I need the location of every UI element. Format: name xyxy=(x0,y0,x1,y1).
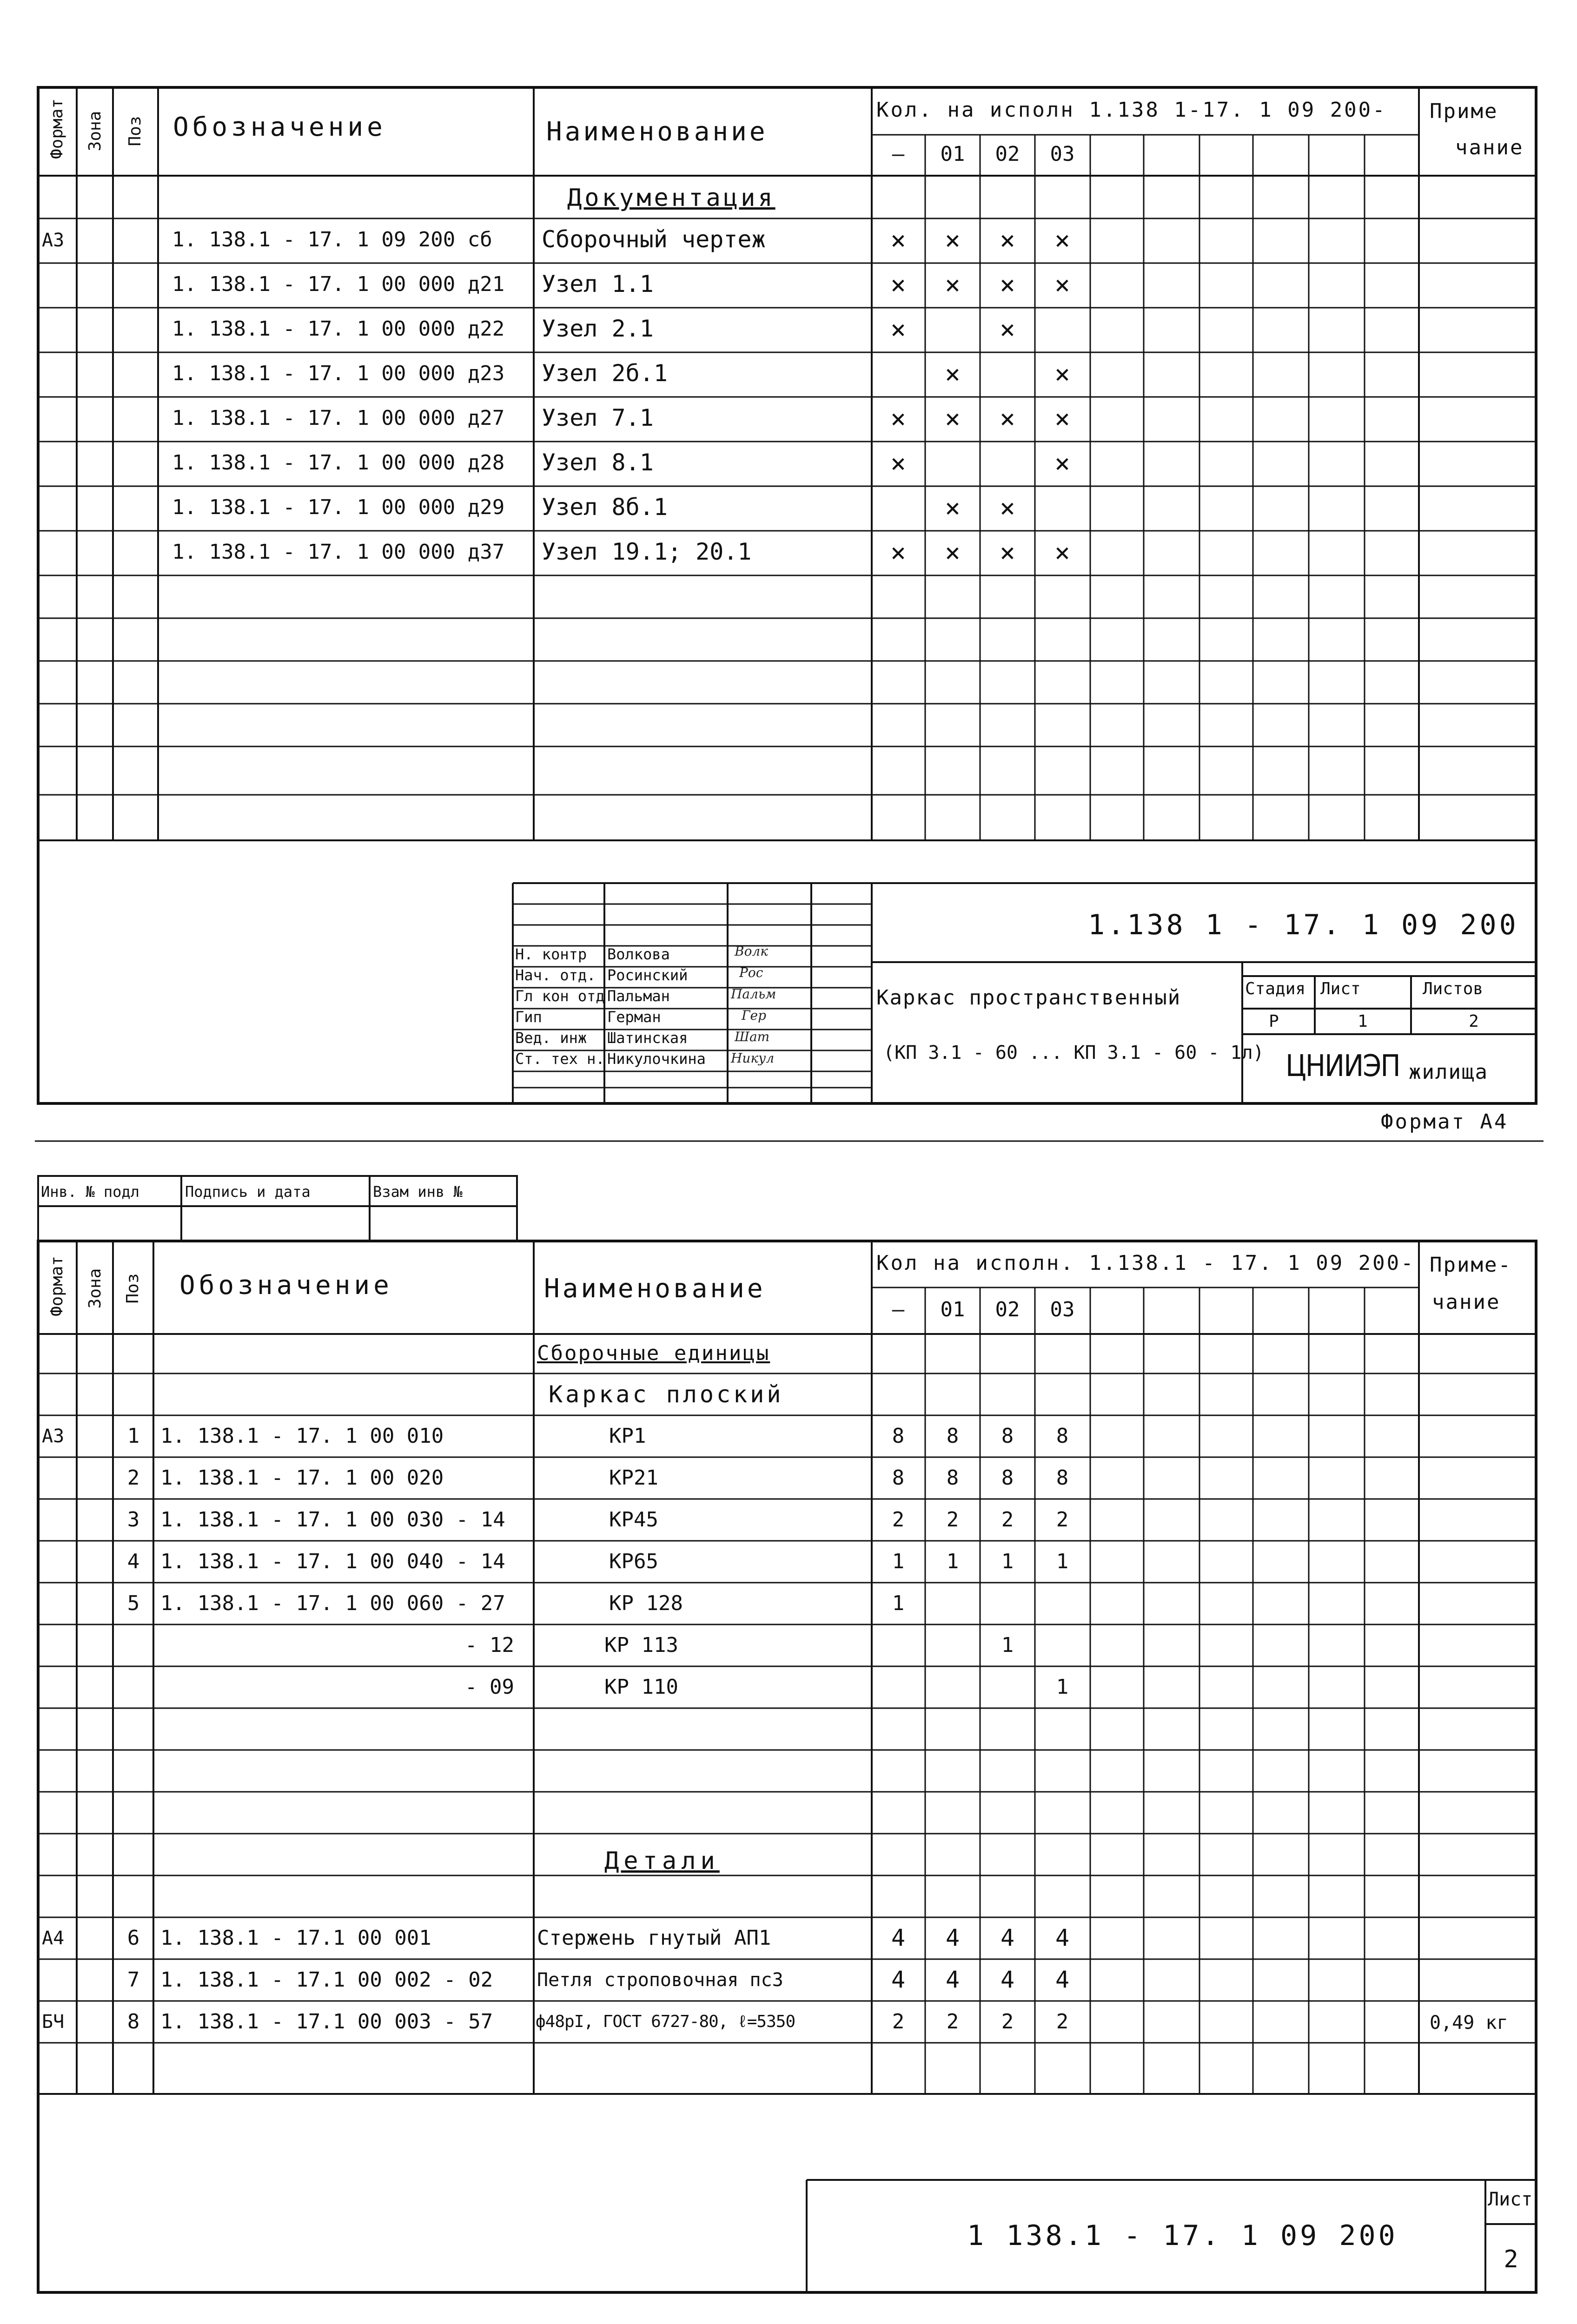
qty: 1 xyxy=(892,1550,905,1573)
row-name: Сборочный чертеж xyxy=(542,226,766,253)
mark: × xyxy=(1000,270,1015,300)
row-designation: 1. 138.1 - 17. 1 00 000 д23 xyxy=(172,362,505,385)
qty: 2 xyxy=(892,2010,905,2034)
mark: × xyxy=(890,270,906,300)
org-logo: ЦНИИЭП xyxy=(1285,1049,1400,1083)
qty: 2 xyxy=(1001,2010,1014,2034)
row-designation: 1. 138.1 - 17.1 00 001 xyxy=(160,1926,431,1950)
qty: 2 xyxy=(946,2010,959,2034)
row-name: КР 113 xyxy=(604,1633,678,1657)
qty: 2 xyxy=(1001,1508,1014,1532)
header-variant-02: 02 xyxy=(995,1298,1020,1321)
mark: × xyxy=(945,493,961,523)
qty: 2 xyxy=(1056,1508,1069,1532)
qty: 8 xyxy=(1056,1466,1069,1490)
mark: × xyxy=(1054,404,1070,434)
role: Н. контр xyxy=(515,945,587,963)
row-name: КР65 xyxy=(609,1550,658,1573)
header-zone: Зона xyxy=(86,111,105,152)
sheet-value: 2 xyxy=(1504,2245,1518,2273)
qty: 8 xyxy=(1001,1466,1014,1490)
header-note-1: Приме- xyxy=(1430,1253,1512,1277)
qty: 4 xyxy=(1055,1966,1070,1993)
mark: × xyxy=(945,225,961,256)
row-pos: 1 xyxy=(127,1424,140,1448)
person: Волкова xyxy=(607,945,670,963)
qty: 4 xyxy=(891,1966,906,1993)
row-name: Узел 2.1 xyxy=(542,315,654,342)
mark: × xyxy=(890,225,906,256)
row-name: Стержень гнутый АП1 xyxy=(537,1926,771,1950)
qty: 8 xyxy=(892,1424,905,1448)
stage-label: Стадия xyxy=(1245,979,1306,998)
row-name: Узел 19.1; 20.1 xyxy=(542,538,752,565)
mark: × xyxy=(945,359,961,390)
qty: 4 xyxy=(1055,1924,1070,1951)
mark: × xyxy=(1054,449,1070,479)
row-pos: 6 xyxy=(127,1926,140,1950)
row-pos: 2 xyxy=(127,1466,140,1490)
row-format: А4 xyxy=(42,1928,65,1949)
qty: 8 xyxy=(1001,1424,1014,1448)
header-variant-base: — xyxy=(892,1298,905,1321)
signature: Гер xyxy=(742,1008,767,1023)
row-designation: 1. 138.1 - 17. 1 00 000 д22 xyxy=(172,317,505,341)
mark: × xyxy=(1054,270,1070,300)
stage-value: Р xyxy=(1269,1012,1279,1031)
row-name: Петля строповочная пс3 xyxy=(537,1969,783,1991)
row-name: Узел 7.1 xyxy=(542,404,654,431)
row-pos: 4 xyxy=(127,1550,140,1573)
row-name: КР 110 xyxy=(604,1675,678,1699)
row-pos: 7 xyxy=(127,1968,140,1992)
header-name: Наименование xyxy=(544,1274,766,1304)
mark: × xyxy=(945,270,961,300)
row-format: БЧ xyxy=(42,2011,65,2033)
mark: × xyxy=(1054,359,1070,390)
header-designation: Обозначение xyxy=(179,1270,393,1301)
signature: Волк xyxy=(735,944,768,959)
row-name: Узел 2б.1 xyxy=(542,360,668,387)
mark: × xyxy=(945,538,961,568)
replace-inv-label: Взам инв № xyxy=(373,1183,463,1201)
header-note-2: чание xyxy=(1432,1290,1501,1314)
row-designation: 1. 138.1 - 17.1 00 003 - 57 xyxy=(160,2010,493,2034)
section-assemblies: Сборочные единицы xyxy=(537,1341,770,1365)
header-variant-03: 03 xyxy=(1050,142,1075,166)
mark: × xyxy=(890,449,906,479)
row-name: Узел 8.1 xyxy=(542,449,654,476)
header-designation: Обозначение xyxy=(173,112,386,142)
row-designation: 1. 138.1 - 17. 1 00 060 - 27 xyxy=(160,1591,505,1615)
role: Вед. инж xyxy=(515,1029,587,1047)
sheet-label: Лист xyxy=(1320,979,1361,998)
header-format: Формат xyxy=(47,98,66,159)
row-designation: 1. 138.1 - 17.1 00 002 - 02 xyxy=(160,1968,493,1992)
row-designation: 1. 138.1 - 17. 1 00 020 xyxy=(160,1466,444,1490)
header-pos: Поз xyxy=(123,1273,142,1304)
subsection-frame: Каркас плоский xyxy=(549,1381,784,1408)
role: Гип xyxy=(515,1008,542,1026)
org-suffix: жилища xyxy=(1409,1060,1488,1084)
role: Нач. отд. xyxy=(515,966,596,984)
sheet-value: 1 xyxy=(1358,1012,1368,1031)
row-pos: 3 xyxy=(127,1508,140,1532)
qty: 2 xyxy=(1056,2010,1069,2034)
row-designation: 1. 138.1 - 17. 1 00 000 д29 xyxy=(172,495,505,519)
header-variant-03: 03 xyxy=(1050,1298,1075,1321)
role: Ст. тех н. xyxy=(515,1050,605,1068)
format-label: Формат А4 xyxy=(1381,1110,1509,1134)
row-name: КР21 xyxy=(609,1466,658,1490)
qty: 8 xyxy=(946,1466,959,1490)
doc-code: 1.138 1 - 17. 1 09 200 xyxy=(1088,909,1519,941)
row-designation: 1. 138.1 - 17. 1 00 000 д27 xyxy=(172,406,505,430)
qty: 1 xyxy=(1056,1675,1069,1699)
row-name: Узел 8б.1 xyxy=(542,494,668,521)
title-text: Каркас пространственный xyxy=(876,986,1181,1010)
mark: × xyxy=(1000,538,1015,568)
row-name: КР 128 xyxy=(609,1591,683,1615)
signature: Пальм xyxy=(731,986,776,1002)
qty: 4 xyxy=(945,1966,960,1993)
qty: 4 xyxy=(1000,1966,1015,1993)
header-qty-title: Кол. на исполн 1.138 1-17. 1 09 200- xyxy=(876,98,1387,122)
header-pos: Поз xyxy=(126,116,145,146)
subtitle-text: (КП 3.1 - 60 ... КП 3.1 - 60 - 1л) xyxy=(883,1042,1264,1063)
row-format: А3 xyxy=(42,230,65,251)
mark: × xyxy=(1000,493,1015,523)
row-note: 0,49 кг xyxy=(1430,2012,1508,2034)
qty: 1 xyxy=(1001,1550,1014,1573)
row-name: ф48рI, ГОСТ 6727-80, ℓ=5350 xyxy=(536,2012,795,2031)
row-name: КР1 xyxy=(609,1424,646,1448)
doc-code: 1 138.1 - 17. 1 09 200 xyxy=(967,2219,1398,2252)
row-pos: 8 xyxy=(127,2010,140,2034)
inv-no-label: Инв. № подл xyxy=(41,1183,139,1201)
mark: × xyxy=(890,404,906,434)
mark: × xyxy=(1054,538,1070,568)
person: Шатинская xyxy=(607,1029,688,1047)
header-zone: Зона xyxy=(86,1268,105,1309)
mark: × xyxy=(945,404,961,434)
mark: × xyxy=(890,315,906,345)
qty: 8 xyxy=(1056,1424,1069,1448)
qty: 1 xyxy=(1001,1633,1014,1657)
row-designation: 1. 138.1 - 17. 1 00 000 д28 xyxy=(172,451,505,475)
person: Пальман xyxy=(607,987,670,1005)
header-format: Формат xyxy=(47,1255,66,1316)
qty: 8 xyxy=(946,1424,959,1448)
signature: Рос xyxy=(739,965,763,980)
row-designation: 1. 138.1 - 17. 1 00 000 д21 xyxy=(172,272,505,296)
header-variant-base: — xyxy=(892,142,905,166)
header-note-2: чание xyxy=(1455,136,1524,159)
role: Гл кон отд xyxy=(515,987,605,1005)
qty: 2 xyxy=(892,1508,905,1532)
header-variant-01: 01 xyxy=(940,142,965,166)
qty: 1 xyxy=(1056,1550,1069,1573)
qty: 1 xyxy=(946,1550,959,1573)
header-name: Наименование xyxy=(546,117,768,147)
row-pos: 5 xyxy=(127,1591,140,1615)
qty: 4 xyxy=(891,1924,906,1951)
header-qty-title: Кол на исполн. 1.138.1 - 17. 1 09 200- xyxy=(876,1251,1415,1275)
sheet-label: Лист xyxy=(1488,2189,1533,2210)
person: Никулочкина xyxy=(607,1050,706,1068)
row-designation: 1. 138.1 - 17. 1 00 040 - 14 xyxy=(160,1550,505,1573)
qty: 8 xyxy=(892,1466,905,1490)
qty: 4 xyxy=(1000,1924,1015,1951)
row-designation: 1. 138.1 - 17. 1 00 030 - 14 xyxy=(160,1508,505,1532)
mark: × xyxy=(890,538,906,568)
header-variant-01: 01 xyxy=(940,1298,965,1321)
qty: 2 xyxy=(946,1508,959,1532)
sheets-value: 2 xyxy=(1469,1012,1479,1031)
row-designation: 1. 138.1 - 17. 1 09 200 сб xyxy=(172,228,492,251)
qty: 1 xyxy=(892,1591,905,1615)
signature: Шат xyxy=(735,1029,770,1044)
section-documentation: Документация xyxy=(567,184,775,212)
sign-date-label: Подпись и дата xyxy=(185,1183,311,1201)
row-designation: - 12 xyxy=(465,1633,514,1657)
mark: × xyxy=(1054,225,1070,256)
header-note-1: Приме xyxy=(1430,99,1498,123)
header-variant-02: 02 xyxy=(995,142,1020,166)
qty: 4 xyxy=(945,1924,960,1951)
mark: × xyxy=(1000,315,1015,345)
row-designation: 1. 138.1 - 17. 1 00 000 д37 xyxy=(172,540,505,564)
section-details: Детали xyxy=(604,1847,720,1875)
row-designation: 1. 138.1 - 17. 1 00 010 xyxy=(160,1424,444,1448)
signature: Никул xyxy=(731,1050,775,1066)
row-format: А3 xyxy=(42,1426,65,1447)
row-designation: - 09 xyxy=(465,1675,514,1699)
row-name: КР45 xyxy=(609,1508,658,1532)
sheets-label: Листов xyxy=(1423,979,1484,998)
mark: × xyxy=(1000,404,1015,434)
person: Росинский xyxy=(607,966,688,984)
row-name: Узел 1.1 xyxy=(542,271,654,297)
person: Герман xyxy=(607,1008,661,1026)
mark: × xyxy=(1000,225,1015,256)
